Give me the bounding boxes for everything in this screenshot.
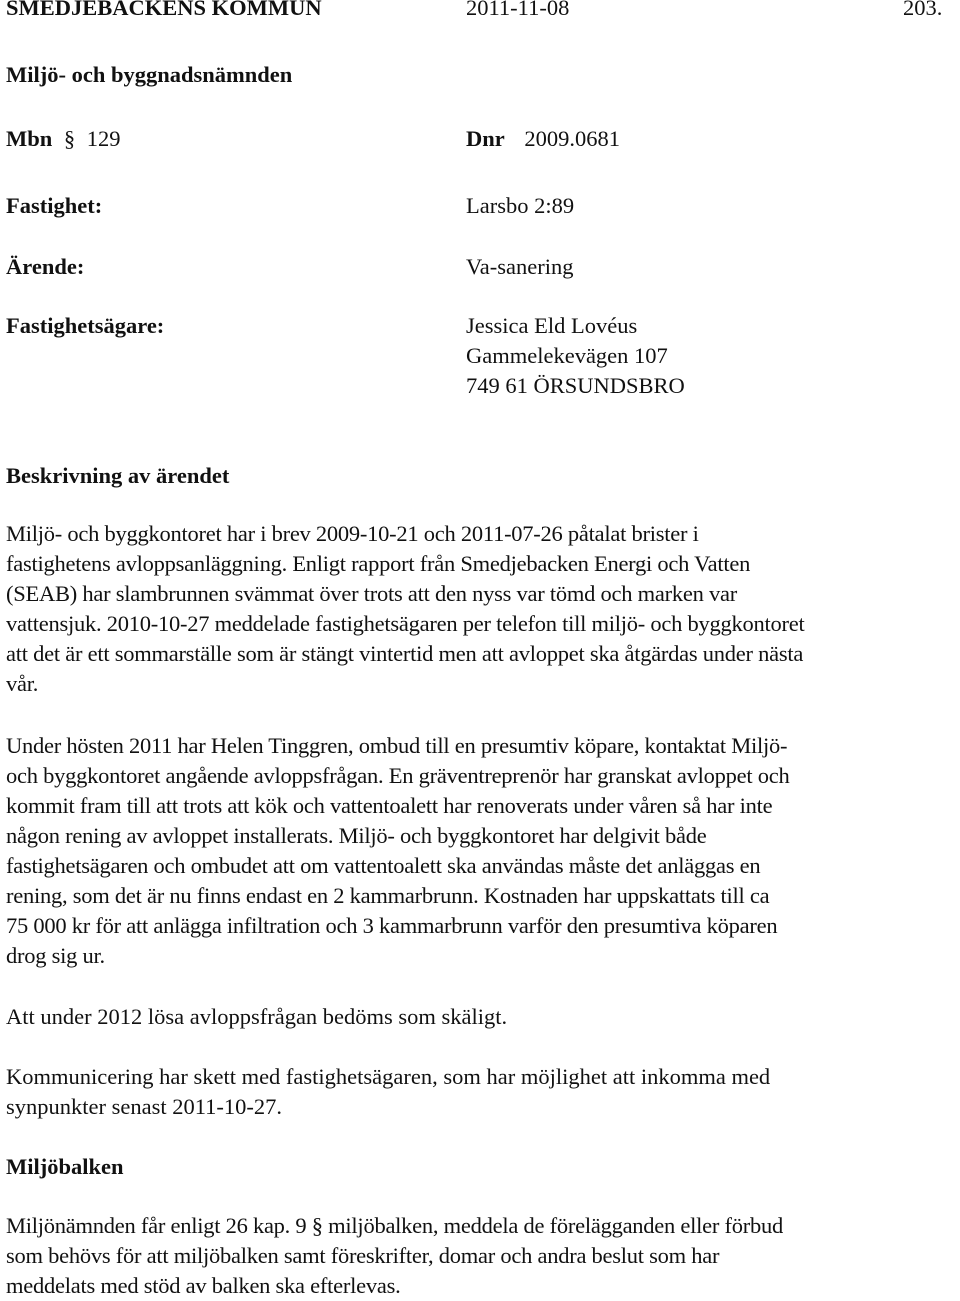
meeting-date: 2011-11-08 [466,0,570,20]
paragraph-line: Under hösten 2011 har Helen Tinggren, ombud till en presumtiv köpare, kontaktat Miljö- [6,733,788,758]
mbn-reference [6,124,121,154]
paragraph-line: 75 000 kr för att anlägga infiltration och 3 kammarbrunn varför den presumtiva köparen [6,913,778,938]
owner-label: Fastighetsägare: [6,313,165,338]
description-paragraph-3 [6,1002,954,1032]
dnr-label: Dnr [466,126,505,151]
paragraph-line: och byggkontoret angående avloppsfrågan. En gräventreprenör har granskat avloppet och [6,763,790,788]
law-heading: Miljöbalken [6,1154,124,1179]
paragraph-line: som behövs för att miljöbalken samt föreskrifter, domar och andra beslut som har [6,1243,720,1268]
paragraph-line: drog sig ur. [6,943,105,968]
mbn-number: 129 [86,126,121,151]
paragraph-line: meddelats med stöd av balken ska efterlevas. [6,1273,401,1298]
property-value: Larsbo 2:89 [466,193,575,218]
paragraph-line: kommit fram till att trots att kök och vattentoalett har renoverats under våren så har inte [6,793,773,818]
matter-label: Ärende: [6,254,85,279]
owner-city: 749 61 ÖRSUNDSBRO [466,373,685,398]
paragraph-line: någon rening av avloppet installerats. Miljö- och byggkontoret har delgivit både [6,823,707,848]
dnr-number: 2009.0681 [524,126,620,151]
paragraph-line: Miljönämnden får enligt 26 kap. 9 § miljöbalken, meddela de förelägganden eller förbud [6,1213,783,1238]
matter-value: Va-sanering [466,254,574,279]
section-sign: § [63,126,76,151]
paragraph-line: Miljö- och byggkontoret har i brev 2009-10-21 och 2011-07-26 påtalat brister i [6,521,699,546]
description-paragraph-4 [6,1062,954,1122]
mbn-label: Mbn [6,126,53,151]
owner-name: Jessica Eld Lovéus [466,313,638,338]
description-paragraph-2 [6,731,954,971]
paragraph-line: Att under 2012 lösa avloppsfrågan bedöms som skäligt. [6,1004,508,1029]
paragraph-line: vår. [6,671,39,696]
property-label: Fastighet: [6,193,103,218]
paragraph-line: fastighetsägaren och ombudet att om vattentoalett ska användas måste det anläggas en [6,853,761,878]
paragraph-line: synpunkter senast 2011-10-27. [6,1094,282,1119]
dnr-reference [466,124,620,154]
paragraph-line: fastighetens avloppsanläggning. Enligt rapport från Smedjebacken Energi och Vatten [6,551,751,576]
paragraph-line: att det är ett sommarställe som är stängt vintertid men att avloppet ska åtgärdas under nästa [6,641,804,666]
description-paragraph-1 [6,519,954,699]
law-paragraph [6,1211,954,1301]
municipality-name: SMEDJEBACKENS KOMMUN [6,0,322,20]
paragraph-line: rening, som det är nu finns endast en 2 kammarbrunn. Kostnaden har uppskattats till ca [6,883,770,908]
paragraph-line: (SEAB) har slambrunnen svämmat över trots att den nyss var tömd och marken var [6,581,737,606]
committee-name: Miljö- och byggnadsnämnden [6,62,293,87]
owner-street: Gammelekevägen 107 [466,343,668,368]
paragraph-line: Kommunicering har skett med fastighetsägaren, som har möjlighet att inkomma med [6,1064,771,1089]
description-heading: Beskrivning av ärendet [6,463,230,488]
page-number: 203. [903,0,943,20]
paragraph-line: vattensjuk. 2010-10-27 meddelade fastighetsägaren per telefon till miljö- och byggkontoret [6,611,805,636]
